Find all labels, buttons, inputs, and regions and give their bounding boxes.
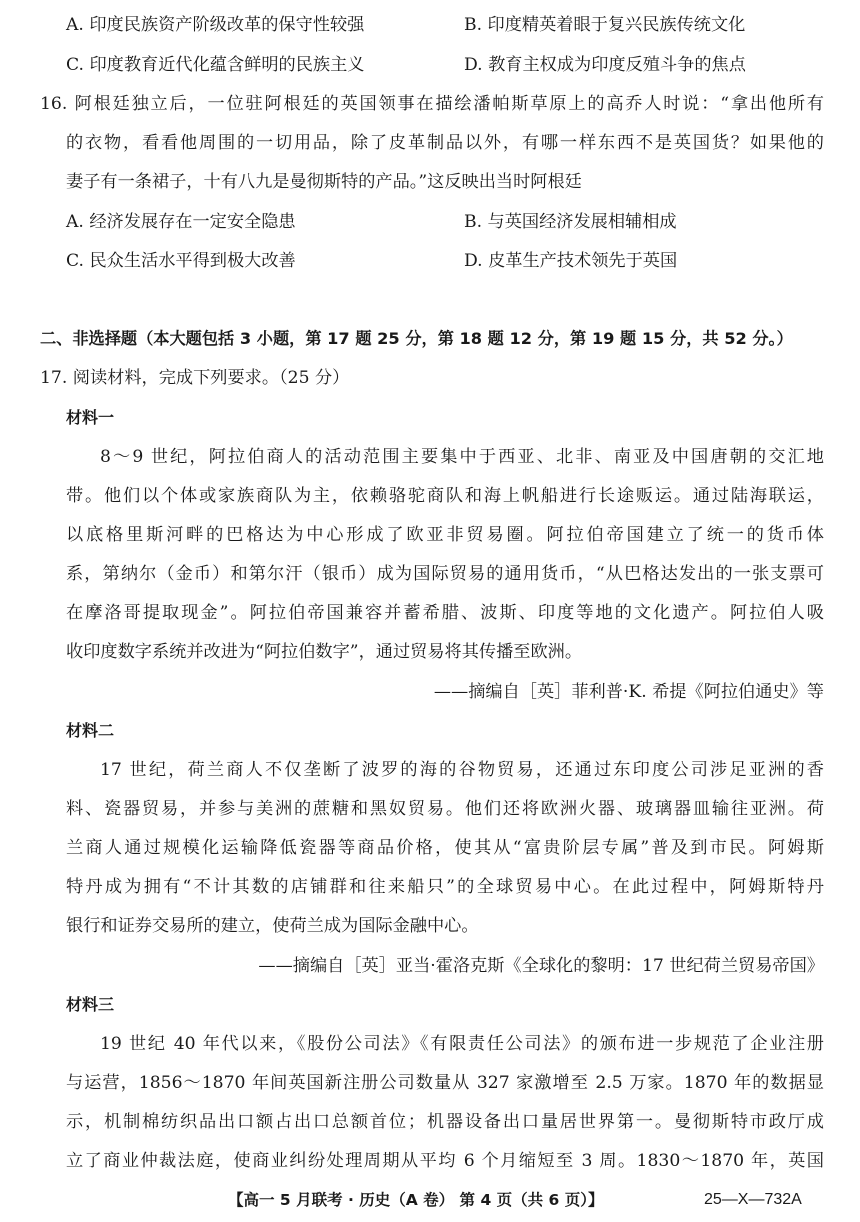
material-1-line-4: 系，第纳尔（金币）和第尔汗（银币）成为国际贸易的通用货币，“从巴格达发出的一张支票可 [66, 564, 824, 584]
material-2-source: ——摘编自［英］亚当·霍洛克斯《全球化的黎明：17 世纪荷兰贸易帝国》 [258, 956, 824, 976]
material-2-line-2: 料、瓷器贸易，并参与美洲的蔗糖和黑奴贸易。他们还将欧洲火器、玻璃器皿输往亚洲。荷 [66, 799, 824, 819]
q16-stem-line-2: 的衣物，看看他周围的一切用品，除了皮革制品以外，有哪一样东西不是英国货？如果他的 [66, 133, 824, 153]
material-3-line-1: 19 世纪 40 年代以来，《股份公司法》《有限责任公司法》的颁布进一步规范了企业注册 [100, 1034, 824, 1054]
material-3-line-2: 与运营，1856～1870 年间英国新注册公司数量从 327 家激增至 2.5 万家。1870 年的数据显 [66, 1073, 824, 1093]
q16-option-d: D. 皮革生产技术领先于英国 [464, 251, 678, 271]
section-2-title: 二、非选择题（本大题包括 3 小题，第 17 题 25 分，第 18 题 12 分，第 19 题 15 分，共 52 分。） [40, 329, 793, 348]
material-2-label: 材料二 [66, 721, 115, 740]
material-1-line-5: 在摩洛哥提取现金”。阿拉伯帝国兼容并蓄希腊、波斯、印度等地的文化遗产。阿拉伯人吸 [66, 603, 824, 623]
q16-option-b: B. 与英国经济发展相辅相成 [464, 212, 677, 232]
material-1-line-2: 带。他们以个体或家族商队为主，依赖骆驼商队和海上帆船进行长途贩运。通过陆海联运， [66, 486, 824, 506]
q16-option-a: A. 经济发展存在一定安全隐患 [66, 212, 296, 232]
material-3-label: 材料三 [66, 995, 115, 1014]
page-footer: 【高一 5 月联考 · 历史（A 卷） 第 4 页（共 6 页）】 [228, 1191, 604, 1209]
material-3-line-4: 立了商业仲裁法庭，使商业纠纷处理周期从平均 6 个月缩短至 3 周。1830～1870 年，英国 [66, 1151, 824, 1171]
material-1-source: ——摘编自［英］菲利普·K. 希提《阿拉伯通史》等 [433, 682, 824, 702]
q15-option-c: C. 印度教育近代化蕴含鲜明的民族主义 [66, 55, 365, 75]
q16-stem-line-3: 妻子有一条裙子，十有八九是曼彻斯特的产品。”这反映出当时阿根廷 [66, 172, 582, 192]
material-1-label: 材料一 [66, 408, 115, 427]
material-2-line-5: 银行和证券交易所的建立，使荷兰成为国际金融中心。 [66, 916, 479, 936]
q16-option-c: C. 民众生活水平得到极大改善 [66, 251, 296, 271]
material-1-line-3: 以底格里斯河畔的巴格达为中心形成了欧亚非贸易圈。阿拉伯帝国建立了统一的货币体 [66, 525, 824, 545]
material-3-line-3: 示，机制棉纺织品出口额占出口总额首位；机器设备出口量居世界第一。曼彻斯特市政厅成 [66, 1112, 824, 1132]
material-1-line-6: 收印度数字系统并改进为“阿拉伯数字”，通过贸易将其传播至欧洲。 [66, 642, 583, 662]
q15-option-d: D. 教育主权成为印度反殖斗争的焦点 [464, 55, 746, 75]
q15-option-b: B. 印度精英着眼于复兴民族传统文化 [464, 15, 746, 35]
q16-stem-line-1: 16. 阿根廷独立后，一位驻阿根廷的英国领事在描绘潘帕斯草原上的高乔人时说：“拿出他所有 [40, 94, 824, 114]
q15-option-a: A. 印度民族资产阶级改革的保守性较强 [66, 15, 365, 35]
exam-code: 25—X—732A [704, 1191, 802, 1208]
material-2-line-4: 特丹成为拥有“不计其数的店铺群和往来船只”的全球贸易中心。在此过程中，阿姆斯特丹 [66, 877, 824, 897]
material-2-line-3: 兰商人通过规模化运输降低瓷器等商品价格，使其从“富贵阶层专属”普及到市民。阿姆斯 [66, 838, 824, 858]
q17-title: 17. 阅读材料，完成下列要求。（25 分） [40, 368, 350, 388]
material-2-line-1: 17 世纪，荷兰商人不仅垄断了波罗的海的谷物贸易，还通过东印度公司涉足亚洲的香 [100, 760, 824, 780]
material-1-line-1: 8～9 世纪，阿拉伯商人的活动范围主要集中于西亚、北非、南亚及中国唐朝的交汇地 [100, 447, 824, 467]
